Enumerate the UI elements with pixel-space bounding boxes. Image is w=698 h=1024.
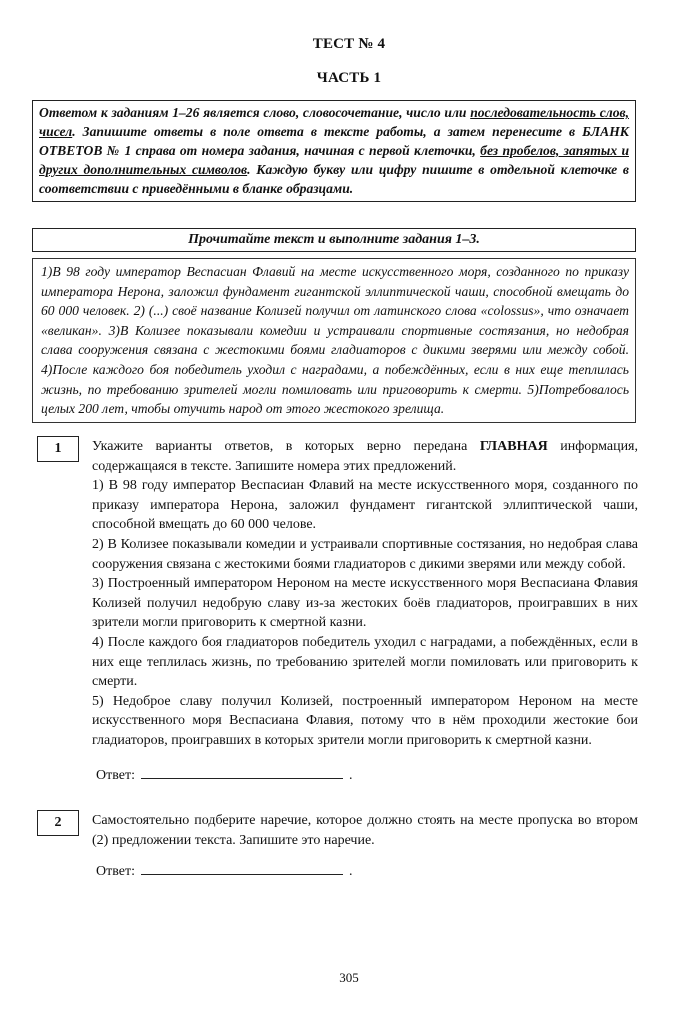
source-text-box: 1)В 98 году император Веспасиан Флавий на месте искусственного моря, созданного по приказу императора Нерона, заложил фундамент гигантской эллиптической чаши, способной вмещать до 60 000 человек. 2) (...) своё название Колизей получил от латинского слова «colossus», что означает «великан». 3)В Колизее показывали комедии и устраивали спортивные состязания, но недобрая слава сооружения связана с жестокими боями гладиаторов с дикими зверями или между собой. 4)После каждого боя победитель уходил с наградами, а побеждённых, если в них еще теплилась жизнь, по требованию зрителей могли помиловать или приговорить к смерти. 5)Потребовалось целых 200 лет, чтобы отучить народ от этого жестокого зрелища. — [32, 258, 636, 423]
task-2 — [92, 811, 638, 850]
read-prompt: Прочитайте текст и выполните задания 1–3. — [32, 228, 636, 252]
task-option: 2) В Колизее показывали комедии и устраивали спортивные состязания, но недобрая слава сооружения связана с жестокими боями гладиаторов с дикими зверями или между собой. — [92, 536, 638, 572]
instructions-text: . Каждую букву или цифру пишите в отдельной клеточке в соответствии с приведёнными в бланке образцами. — [39, 162, 629, 196]
task-prompt: Самостоятельно подберите наречие, которое должно стоять на месте пропуска во втором (2) предложении текста. Запишите это наречие. — [92, 813, 638, 848]
task-option: 1) В 98 году император Веспасиан Флавий на месте искусственного моря, созданного по приказу императора Нерона, заложил фундамент гигантской эллиптической чаши, способной вмещать до 60 000 челове. — [92, 478, 638, 533]
part-title: ЧАСТЬ 1 — [316, 70, 382, 86]
task-option: 5) Недоброе славу получил Колизей, построенный императором Нероном на месте искусственного моря Веспасиана Флавия, потому что в нём проходили жестокие бои гладиаторов, проигравших в которых зрители могли приговорить к смертной казни. — [92, 693, 638, 748]
test-title: ТЕСТ № 4 — [312, 36, 386, 52]
instructions-box — [32, 100, 636, 202]
instructions-underline-sequence: последовательность слов, чисел — [39, 105, 629, 139]
answer-row: Ответ: . — [96, 860, 352, 880]
task-number-box: 1 — [37, 436, 79, 462]
task-1 — [92, 437, 638, 751]
answer-label: Ответ: — [96, 864, 135, 879]
task-prompt-emphasis: ГЛАВНАЯ — [479, 439, 548, 454]
task-prompt-text: информация, содержащаяся в тексте. Запишите номера этих предложений. — [92, 439, 638, 474]
task-prompt-text: Укажите варианты ответов, в которых верно передана — [92, 439, 480, 454]
task-prompt — [92, 437, 638, 476]
answer-row: Ответ: . — [96, 764, 352, 784]
answer-field[interactable] — [141, 860, 343, 875]
page-number: 305 — [339, 970, 359, 985]
task-option: 4) После каждого боя гладиаторов победитель уходил с наградами, а побеждённых, если в них еще теплилась жизнь, по требованию зрителей могли помиловать или приговорить к смерти. — [92, 634, 638, 690]
instructions-text: Ответом к заданиям 1–26 является слово, словосочетание, число или — [39, 105, 471, 120]
instructions-underline-no-spaces: без пробелов, запятых и других дополнительных символов — [39, 143, 629, 177]
task-number-box: 2 — [37, 810, 79, 836]
task-option: 3) Построенный императором Нероном на месте искусственного моря Веспасиана Флавия Колизей получил недобрую славу из-за жестоких боёв гладиаторов, проигравших в них зрители могли приговорить к смертной казни. — [92, 576, 638, 631]
instructions-text: . Запишите ответы в поле ответа в тексте работы, а затем перенесите в БЛАНК ОТВЕТОВ № 1 справа от номера задания, начиная с первой клеточки, — [39, 124, 629, 158]
answer-field[interactable] — [141, 764, 343, 779]
answer-label: Ответ: — [96, 768, 135, 783]
